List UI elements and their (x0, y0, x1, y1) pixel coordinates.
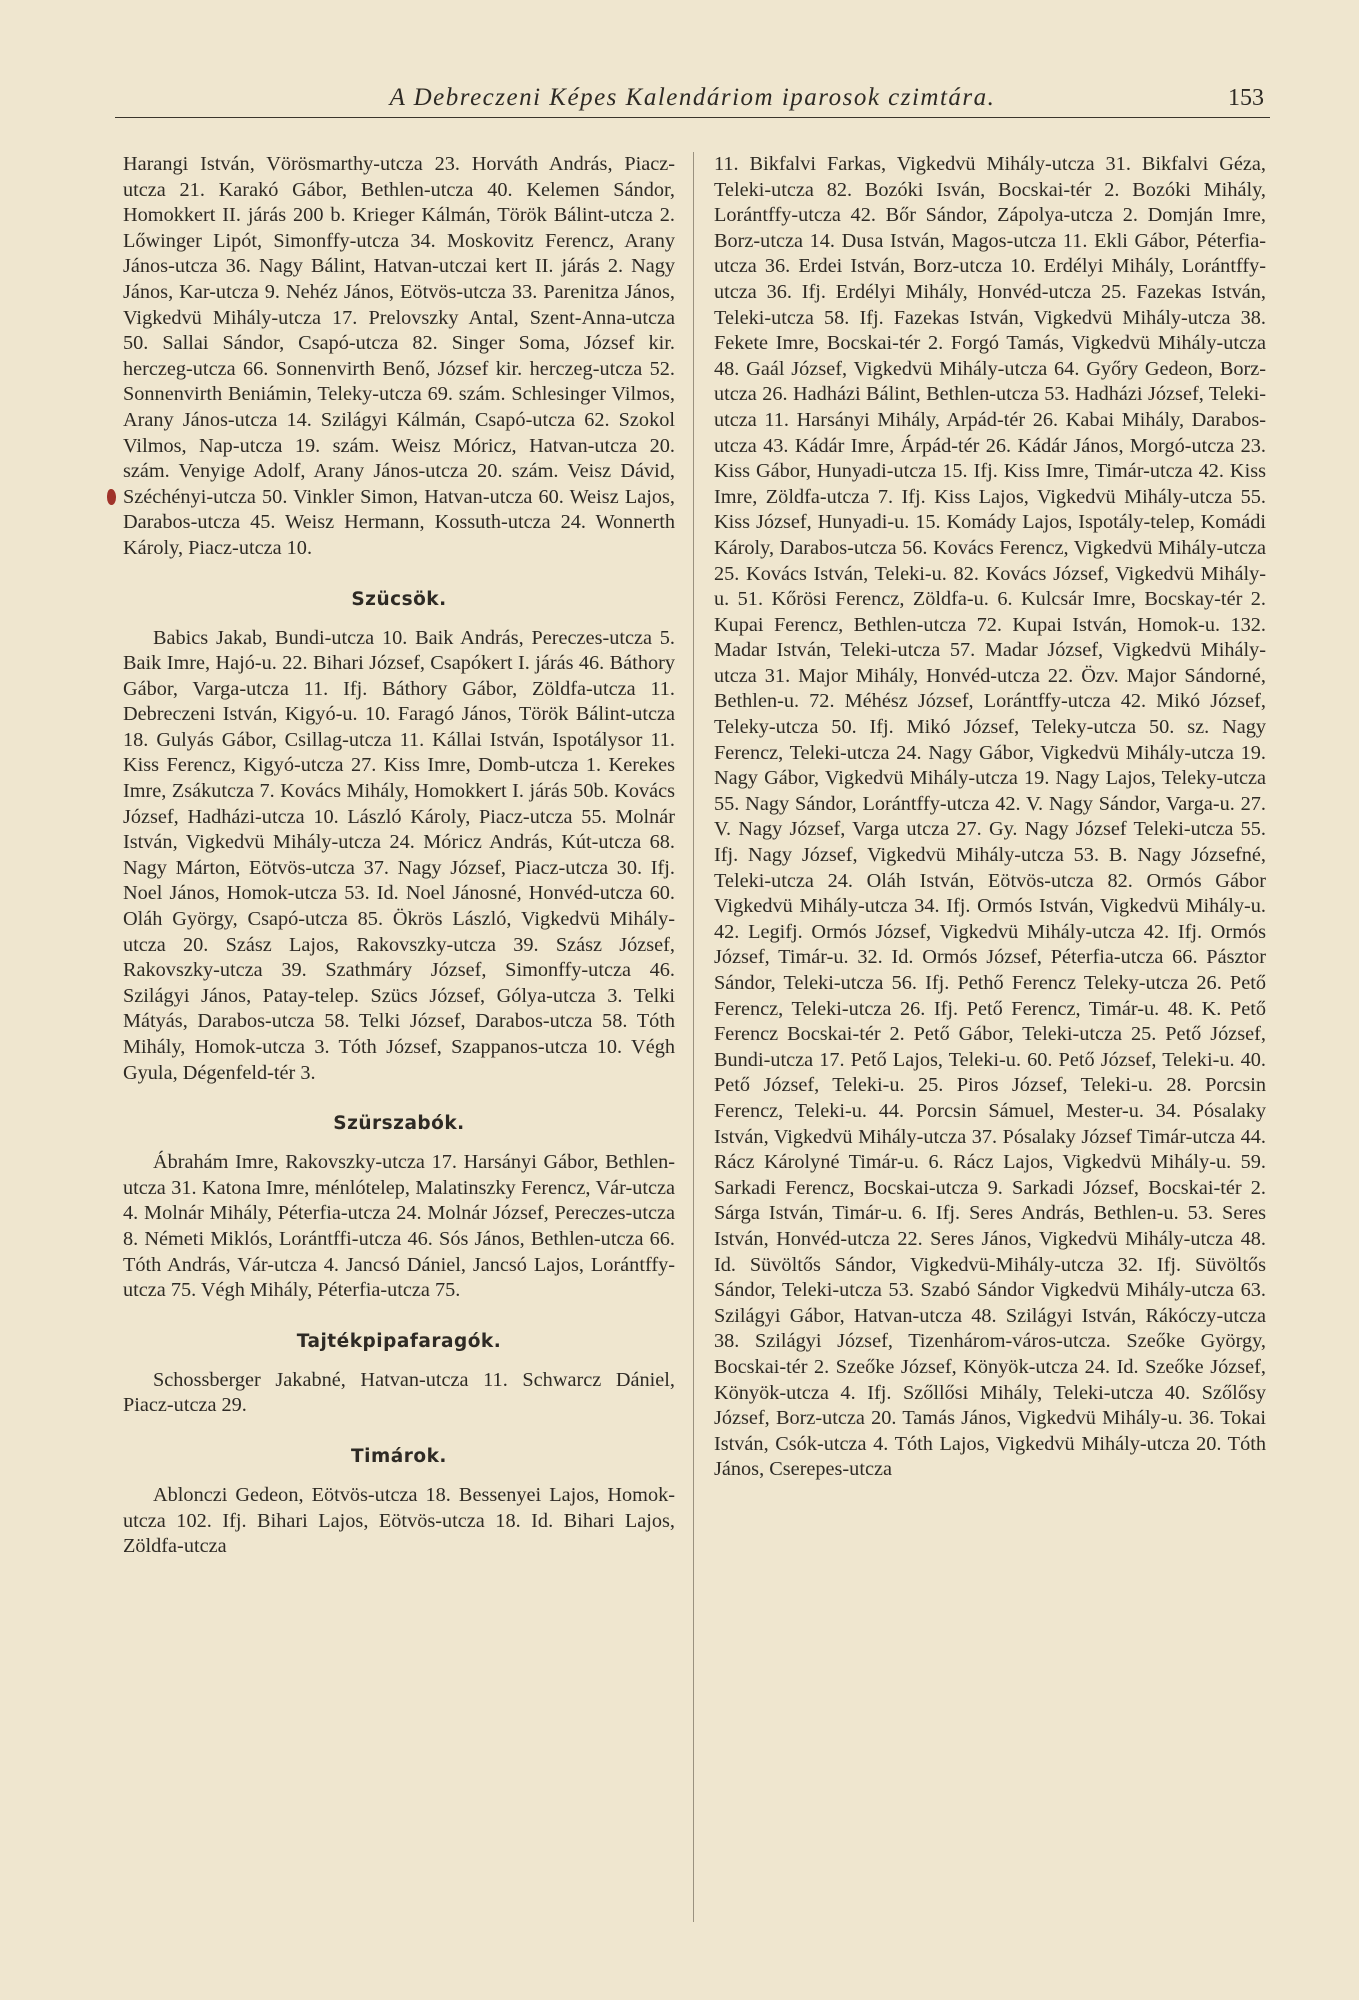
left-column (123, 152, 675, 1560)
column-divider (693, 152, 694, 1922)
page-number: 153 (1228, 85, 1264, 111)
section-text-tajtekpipafaragok: Schossberger Jakabné, Hatvan-utcza 11. Schwarcz Dániel, Piacz-utcza 29. (123, 1368, 675, 1417)
right-column (714, 152, 1266, 1483)
section-title-szucsok: Szücsök. (351, 588, 447, 610)
section-title-tajtekpipafaragok: Tajtékpipafaragók. (296, 1330, 502, 1352)
page-header (115, 83, 1270, 118)
section-text-szucsok: Babics Jakab, Bundi-utcza 10. Baik András, Pereczes-utcza 5. Baik Imre, Hajó-u. 22. Bihari József, Csapókert I. járás 46. Báthory Gábor, Varga-utcza 11. Ifj. Báthory Gábor, Zöldfa-utcza 11. Debreczeni István, Kigyó-u. 10. Faragó János, Török Bálint-utcza 18. Gulyás Gábor, Csillag-utcza 11. Kállai István, Ispotálysor 11. Kiss Ferencz, Kigyó-utcza 27. Kiss Imre, Domb-utcza 1. Kerekes Imre, Zsákutcza 7. Kovács Mihály, Homokkert I. járás 50b. Kovács József, Hadházi-utcza 10. László Károly, Piacz-utcza 55. Molnár István, Vigkedvü Mihály-utcza 24. Móricz András, Kút-utcza 68. Nagy Márton, Eötvös-utcza 37. Nagy József, Piacz-utcza 30. Ifj. Noel János, Homok-utcza 53. Id. Noel Jánosné, Honvéd-utcza 60. Oláh György, Csapó-utcza 85. Ökrös László, Vigkedvü Mihály-utcza 20. Szász Lajos, Rakovszky-utcza 39. Szász József, Rakovszky-utcza 39. Szathmáry József, Simonffy-utcza 46. Szilágyi János, Patay-telep. Szücs József, Gólya-utcza 3. Telki Mátyás, Darabos-utcza 58. Telki József, Darabos-utcza 58. Tóth Mihály, Homok-utcza 3. Tóth József, Szappanos-utcza 10. Végh Gyula, Dégenfeld-tér 3. (123, 626, 675, 1084)
section-text-timarok: Ablonczi Gedeon, Eötvös-utcza 18. Bessenyei Lajos, Homok-utcza 102. Ifj. Bihari Lajos, Eötvös-utcza 18. Id. Bihari Lajos, Zöldfa-utcza (123, 1483, 675, 1558)
running-title: A Debreczeni Képes Kalendáriom iparosok czimtára. (389, 84, 996, 111)
section-title-szurszabok: Szürszabók. (333, 1113, 465, 1135)
margin-ink-mark (107, 489, 116, 505)
section-text-szurszabok: Ábrahám Imre, Rakovszky-utcza 17. Harsányi Gábor, Bethlen-utcza 31. Katona Imre, ménlótelep, Malatinszky Ferencz, Vár-utcza 4. Molnár Mihály, Péterfia-utcza 24. Molnár József, Pereczes-utcza 8. Németi Miklós, Lorántffi-utcza 46. Sós János, Bethlen-utcza 66. Tóth András, Vár-utcza 4. Jancsó Dániel, Jancsó Lajos, Lorántffy-utcza 75. Végh Mihály, Péterfia-utcza 75. (123, 1151, 675, 1302)
opening-paragraph: Harangi István, Vörösmarthy-utcza 23. Horváth András, Piacz-utcza 21. Karakó Gábor, Bethlen-utcza 40. Kelemen Sándor, Homokkert II. járás 200 b. Krieger Kálmán, Török Bálint-utcza 2. Lőwinger Lipót, Simonffy-utcza 34. Moskovitz Ferencz, Arany János-utcza 36. Nagy Bálint, Hatvan-utczai kert II. járás 2. Nagy János, Kar-utcza 9. Nehéz János, Eötvös-utcza 33. Parenitza János, Vigkedvü Mihály-utcza 17. Prelovszky Antal, Szent-Anna-utcza 50. Sallai Sándor, Csapó-utcza 82. Singer Soma, József kir. herczeg-utcza 66. Sonnenvirth Benő, József kir. herczeg-utcza 52. Sonnenvirth Beniámin, Teleky-utcza 69. szám. Schlesinger Vilmos, Arany János-utcza 14. Szilágyi Kálmán, Csapó-utcza 62. Szokol Vilmos, Nap-utcza 19. szám. Weisz Móricz, Hatvan-utcza 20. szám. Venyige Adolf, Arany János-utcza 20. szám. Veisz Dávid, Széchényi-utcza 50. Vinkler Simon, Hatvan-utcza 60. Weisz Lajos, Darabos-utcza 45. Weisz Hermann, Kossuth-utcza 24. Wonnerth Károly, Piacz-utcza 10. (123, 153, 675, 559)
section-title-timarok: Timárok. (351, 1445, 447, 1467)
right-column-text: 11. Bikfalvi Farkas, Vigkedvü Mihály-utcza 31. Bikfalvi Géza, Teleki-utcza 82. Bozóki Isván, Bocskai-tér 2. Bozóki Mihály, Lorántffy-utcza 42. Bőr Sándor, Zápolya-utcza 2. Domján Imre, Borz-utcza 14. Dusa István, Magos-utcza 11. Ekli Gábor, Péterfia-utcza 36. Erdei István, Borz-utcza 10. Erdélyi Mihály, Lorántffy-utcza 36. Ifj. Erdélyi Mihály, Honvéd-utcza 25. Fazekas István, Teleki-utcza 58. Ifj. Fazekas István, Vigkedvü Mihály-utcza 38. Fekete Imre, Bocskai-tér 2. Forgó Tamás, Vigkedvü Mihály-utcza 48. Gaál József, Vigkedvü Mihály-utcza 64. Győry Gedeon, Borz-utcza 26. Hadházi Bálint, Bethlen-utcza 53. Hadházi József, Teleki-utcza 11. Harsányi Mihály, Arpád-tér 26. Kabai Mihály, Darabos-utcza 43. Kádár Imre, Árpád-tér 26. Kádár János, Morgó-utcza 23. Kiss Gábor, Hunyadi-utcza 15. Ifj. Kiss Imre, Timár-utcza 42. Kiss Imre, Zöldfa-utcza 7. Ifj. Kiss Lajos, Vigkedvü Mihály-utcza 55. Kiss József, Hunyadi-u. 15. Komády Lajos, Ispotály-telep, Komádi Károly, Darabos-utcza 56. Kovács Ferencz, Vigkedvü Mihály-utcza 25. Kovács István, Teleki-u. 82. Kovács József, Vigkedvü Mihály-u. 51. Kőrösi Ferencz, Zöldfa-u. 6. Kulcsár Imre, Bocskay-tér 2. Kupai Ferencz, Bethlen-utcza 72. Kupai István, Homok-u. 132. Madar István, Teleki-utcza 57. Madar József, Vigkedvü Mihály-utcza 31. Major Mihály, Honvéd-utcza 22. Özv. Major Sándorné, Bethlen-u. 72. Méhész József, Lorántffy-utcza 42. Mikó József, Teleky-utcza 50. Ifj. Mikó József, Teleky-utcza 50. sz. Nagy Ferencz, Teleki-utcza 24. Nagy Gábor, Vigkedvü Mihály-utcza 19. Nagy Gábor, Vigkedvü Mihály-utcza 19. Nagy Lajos, Teleky-utcza 55. Nagy Sándor, Lorántffy-utcza 42. V. Nagy Sándor, Varga-u. 27. V. Nagy József, Varga utcza 27. Gy. Nagy József Teleki-utcza 55. Ifj. Nagy József, Vigkedvü Mihály-utcza 53. B. Nagy Józsefné, Teleki-utcza 24. Oláh István, Eötvös-utcza 82. Ormós Gábor Vigkedvü Mihály-utcza 34. Ifj. Ormós István, Vigkedvü Mihály-u. 42. Legifj. Ormós József, Vigkedvü Mihály-utcza 42. Ifj. Ormós József, Timár-u. 32. Id. Ormós József, Péterfia-utcza 66. Pásztor Sándor, Teleki-utcza 56. Ifj. Pethő Ferencz Teleky-utcza 26. Pető Ferencz, Teleki-utcza 26. Ifj. Pető Ferencz, Timár-u. 48. K. Pető Ferencz Bocskai-tér 2. Pető Gábor, Teleki-utcza 25. Pető József, Bundi-utcza 17. Pető Lajos, Teleki-u. 60. Pető József, Teleki-u. 40. Pető József, Teleki-u. 25. Piros József, Teleki-u. 28. Porcsin Ferencz, Teleki-u. 44. Porcsin Sámuel, Mester-u. 34. Pósalaky István, Vigkedvü Mihály-utcza 37. Pósalaky József Timár-utcza 44. Rácz Károlyné Timár-u. 6. Rácz Lajos, Vigkedvü Mihály-u. 59. Sarkadi Ferencz, Bocskai-utcza 9. Sarkadi József, Bocskai-tér 2. Sárga István, Timár-u. 6. Ifj. Seres András, Bethlen-u. 53. Seres István, Honvéd-utcza 22. Seres János, Vigkedvü Mihály-utcza 48. Id. Süvöltős Sándor, Vigkedvü-Mihály-utcza 32. Ifj. Süvöltős Sándor, Teleki-utcza 53. Szabó Sándor Vigkedvü Mihály-utcza 63. Szilágyi Gábor, Hatvan-utcza 48. Szilágyi István, Rákóczy-utcza 38. Szilágyi József, Tizenhárom-város-utcza. Szeőke György, Bocskai-tér 2. Szeőke József, Könyök-utcza 24. Id. Szeőke József, Könyök-utcza 4. Ifj. Szőllősi Mihály, Teleki-utcza 40. Szőlősy József, Borz-utcza 20. Tamás János, Vigkedvü Mihály-u. 36. Tokai István, Csók-utcza 4. Tóth Lajos, Vigkedvü Mihály-utcza 20. Tóth János, Cserepes-utcza (714, 153, 1266, 1481)
